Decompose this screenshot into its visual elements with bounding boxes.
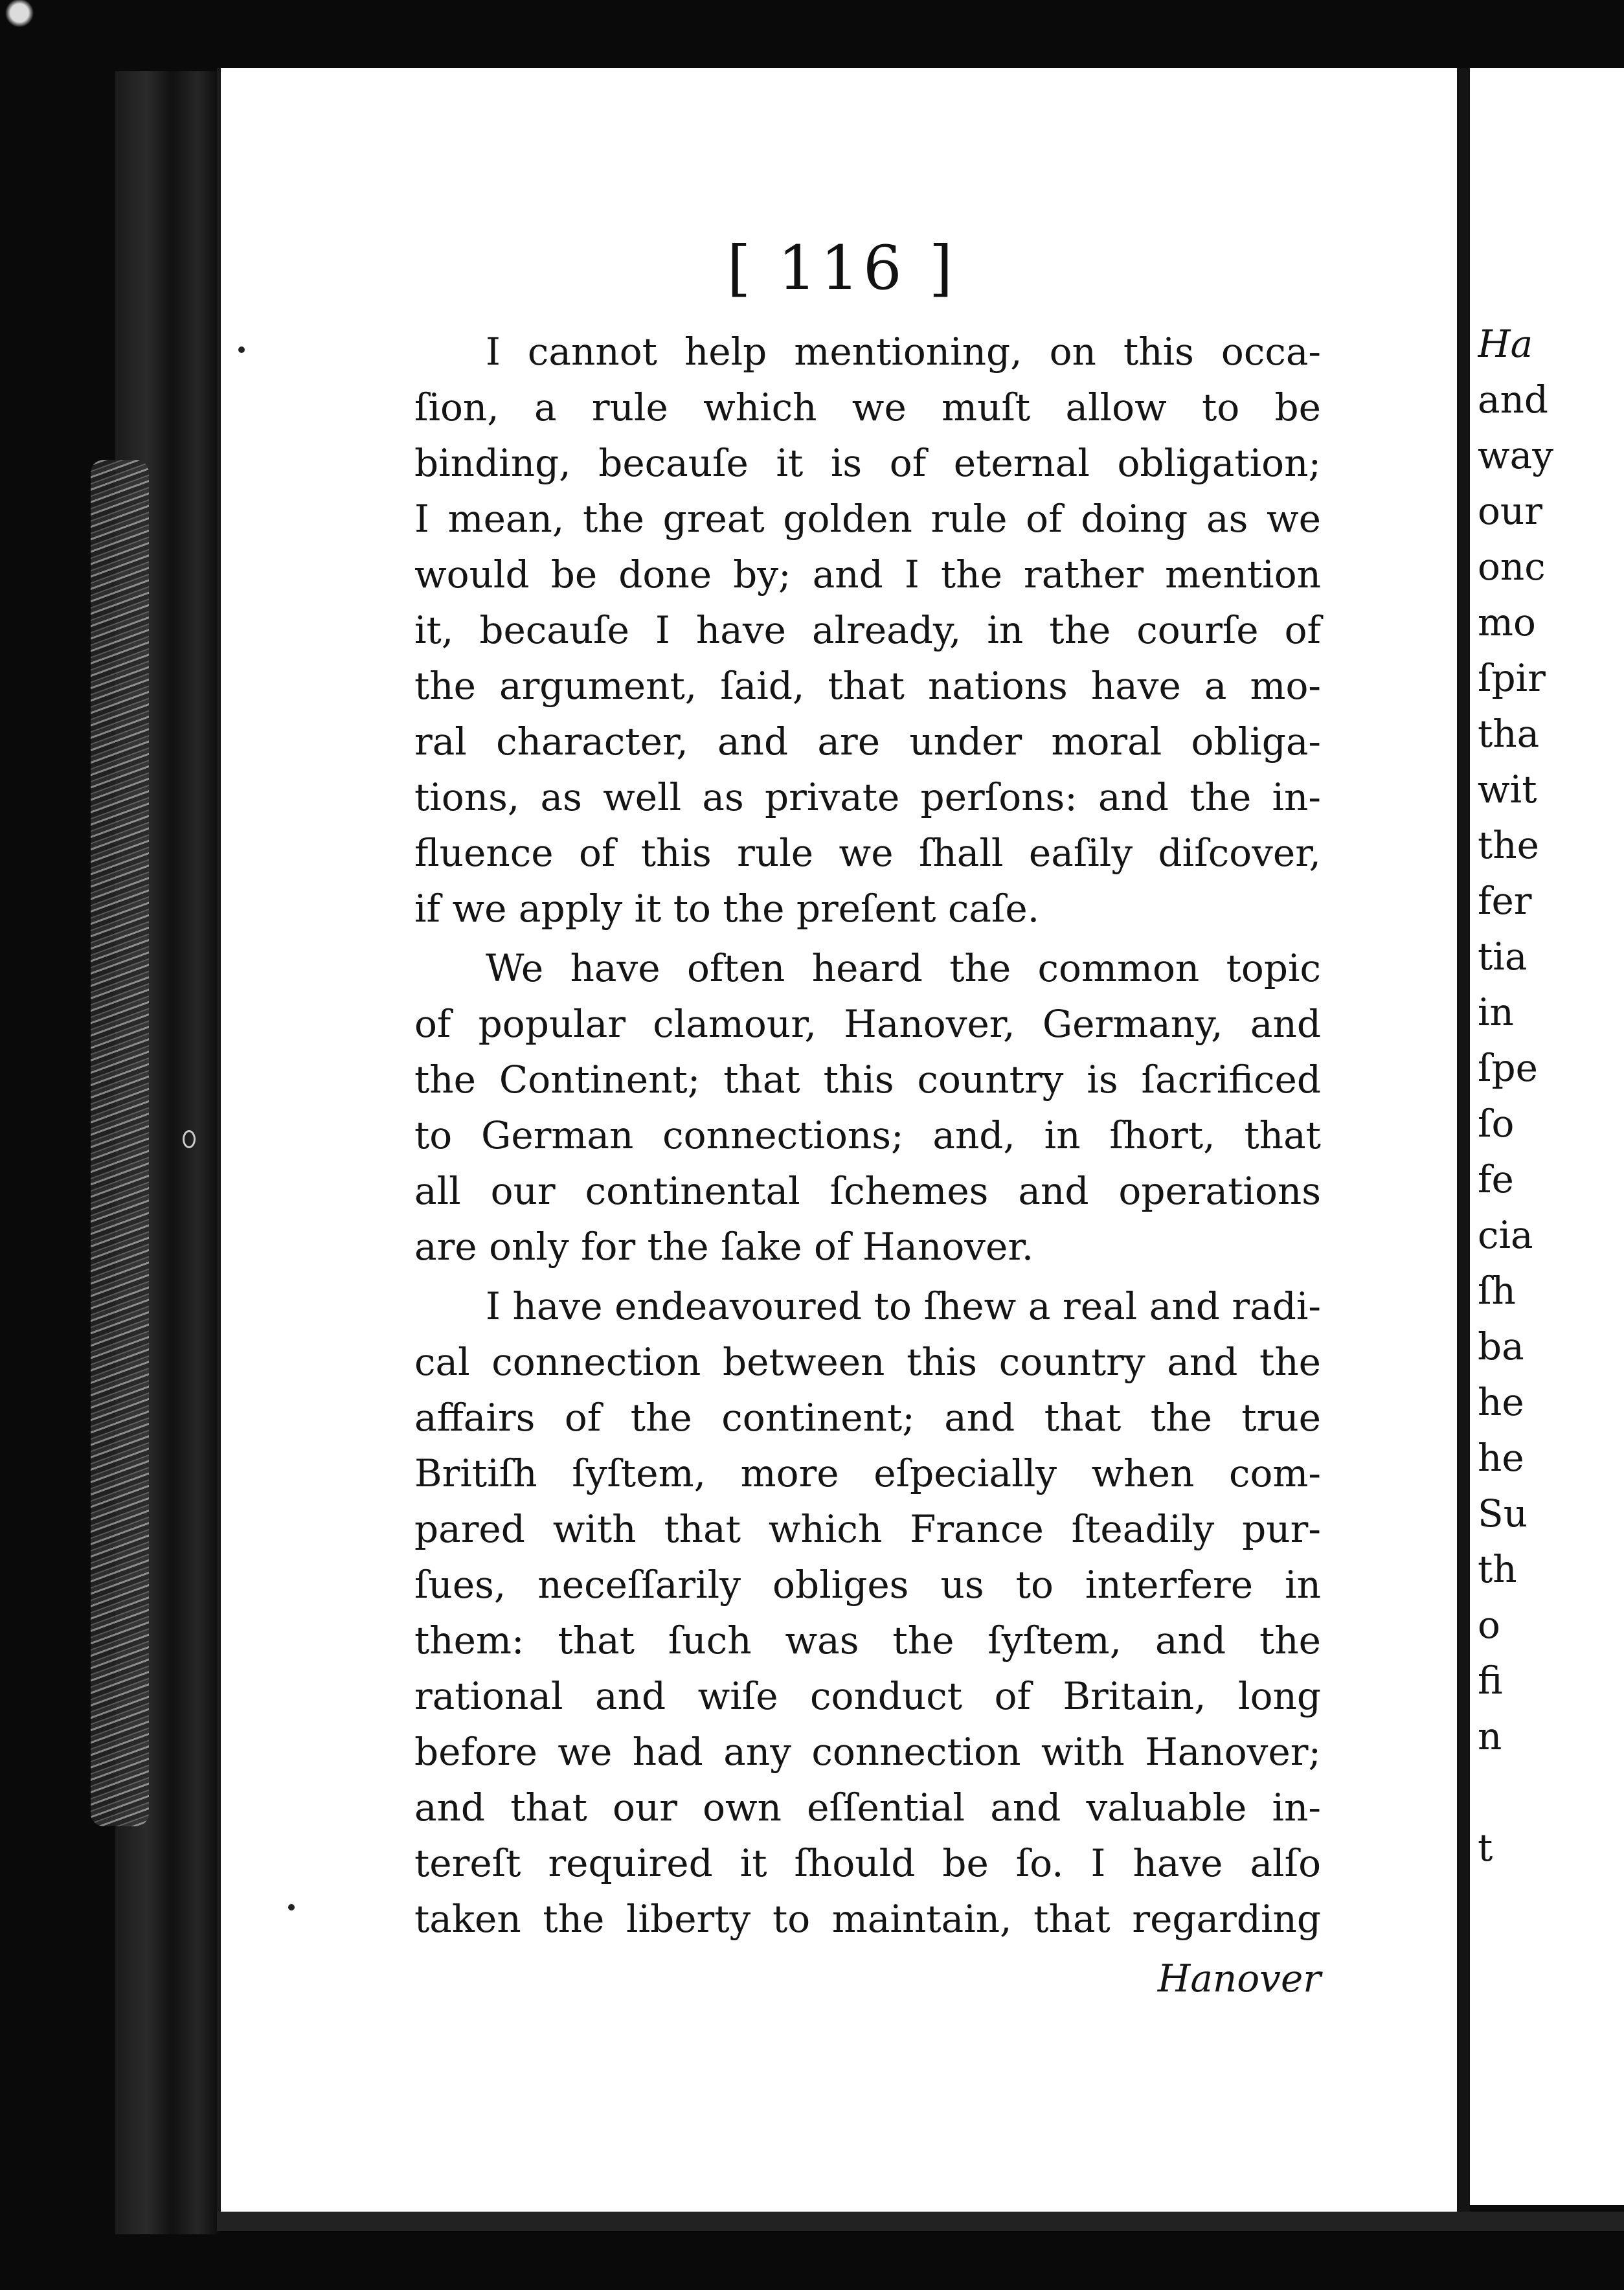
text-line: tereſt required it ſhould be ſo. I have alſo <box>414 1841 1321 1885</box>
catchword: Hanover <box>1157 1956 1321 2001</box>
facing-page-text <box>1478 316 1624 1876</box>
facing-line-fragment: way <box>1478 433 1553 477</box>
text-line: of popular clamour, Hanover, Germany, and <box>414 1002 1321 1046</box>
text-line: ſues, neceſſarily obliges us to interfere in <box>414 1563 1321 1607</box>
text-line: to German connections; and, in ſhort, that <box>414 1113 1321 1157</box>
facing-line-fragment: in <box>1478 990 1514 1034</box>
marbled-edge <box>91 460 149 1826</box>
text-line: I have endeavoured to ſhew a real and radi- <box>486 1284 1321 1328</box>
text-line: Britiſh ſyſtem, more eſpecially when com- <box>414 1451 1321 1495</box>
facing-line-fragment: he <box>1478 1380 1524 1424</box>
paragraph <box>414 1278 1321 1947</box>
text-line: I mean, the great golden rule of doing as we <box>414 497 1321 541</box>
facing-line-fragment: ſpe <box>1478 1046 1538 1090</box>
facing-line-fragment: ſh <box>1478 1269 1516 1313</box>
text-line: them: that ſuch was the ſyſtem, and the <box>414 1618 1321 1662</box>
facing-line-fragment: onc <box>1478 545 1546 589</box>
facing-line-fragment: ſpir <box>1478 656 1546 700</box>
facing-line-fragment: our <box>1478 489 1542 533</box>
facing-line-fragment: he <box>1478 1436 1524 1480</box>
facing-line-fragment: and <box>1478 378 1549 422</box>
facing-line-fragment: the <box>1478 823 1539 867</box>
page-number: [ 116 ] <box>727 233 957 304</box>
page-bottom-edge <box>217 2212 1624 2231</box>
facing-line-fragment: th <box>1478 1547 1517 1591</box>
ink-speck <box>238 346 245 353</box>
facing-line-fragment: tha <box>1478 712 1540 756</box>
text-line: tions, as well as private perſons: and the in- <box>414 775 1321 819</box>
paragraph <box>414 940 1321 1275</box>
facing-line-fragment: mo <box>1478 600 1536 644</box>
text-line: affairs of the continent; and that the true <box>414 1396 1321 1440</box>
text-line: before we had any connection with Hanover; <box>414 1730 1321 1774</box>
facing-line-fragment: fe <box>1478 1157 1514 1201</box>
facing-line-fragment: fer <box>1478 879 1532 923</box>
ink-speck <box>288 1904 295 1910</box>
page-gutter <box>1457 68 1470 2212</box>
text-line: are only for the ſake of Hanover. <box>414 1225 1034 1269</box>
text-line: if we apply it to the preſent caſe. <box>414 887 1040 931</box>
facing-line-fragment: t <box>1478 1826 1493 1870</box>
text-line: binding, becauſe it is of eternal obligation; <box>414 441 1321 485</box>
text-line: cal connection between this country and the <box>414 1340 1321 1384</box>
text-line: all our continental ſchemes and operations <box>414 1169 1321 1213</box>
paragraph <box>414 324 1321 936</box>
text-line: I cannot help mentioning, on this occa- <box>486 330 1321 374</box>
body-text <box>414 324 1321 2006</box>
facing-line-fragment: fi <box>1478 1659 1503 1703</box>
text-line: We have often heard the common topic <box>486 946 1321 990</box>
facing-line-fragment: Ha <box>1478 322 1533 366</box>
text-line: rational and wiſe conduct of Britain, long <box>414 1674 1321 1718</box>
text-line: fluence of this rule we ſhall eaſily diſcover, <box>414 831 1321 875</box>
facing-line-fragment: n <box>1478 1714 1502 1758</box>
text-line: ral character, and are under moral obliga- <box>414 720 1321 764</box>
ink-speck <box>183 1130 196 1148</box>
facing-line-fragment: tia <box>1478 935 1528 979</box>
text-line: ſion, a rule which we muſt allow to be <box>414 385 1321 429</box>
facing-line-fragment: ba <box>1478 1324 1524 1368</box>
edge-speck <box>0 0 71 39</box>
text-line: taken the liberty to maintain, that regarding <box>414 1897 1321 1941</box>
text-line: it, becauſe I have already, in the courſe of <box>414 608 1321 652</box>
facing-line-fragment: Su <box>1478 1491 1528 1536</box>
text-line: the argument, ſaid, that nations have a mo- <box>414 664 1321 708</box>
text-line: would be done by; and I the rather mention <box>414 552 1321 596</box>
text-line: and that our own eſſential and valuable in- <box>414 1786 1321 1830</box>
facing-line-fragment: ſo <box>1478 1102 1515 1146</box>
text-line: pared with that which France ſteadily pur- <box>414 1507 1321 1551</box>
text-line: the Continent; that this country is ſacrificed <box>414 1058 1321 1102</box>
facing-line-fragment: cia <box>1478 1213 1533 1257</box>
facing-line-fragment: o <box>1478 1603 1500 1647</box>
facing-line-fragment: wit <box>1478 767 1537 811</box>
